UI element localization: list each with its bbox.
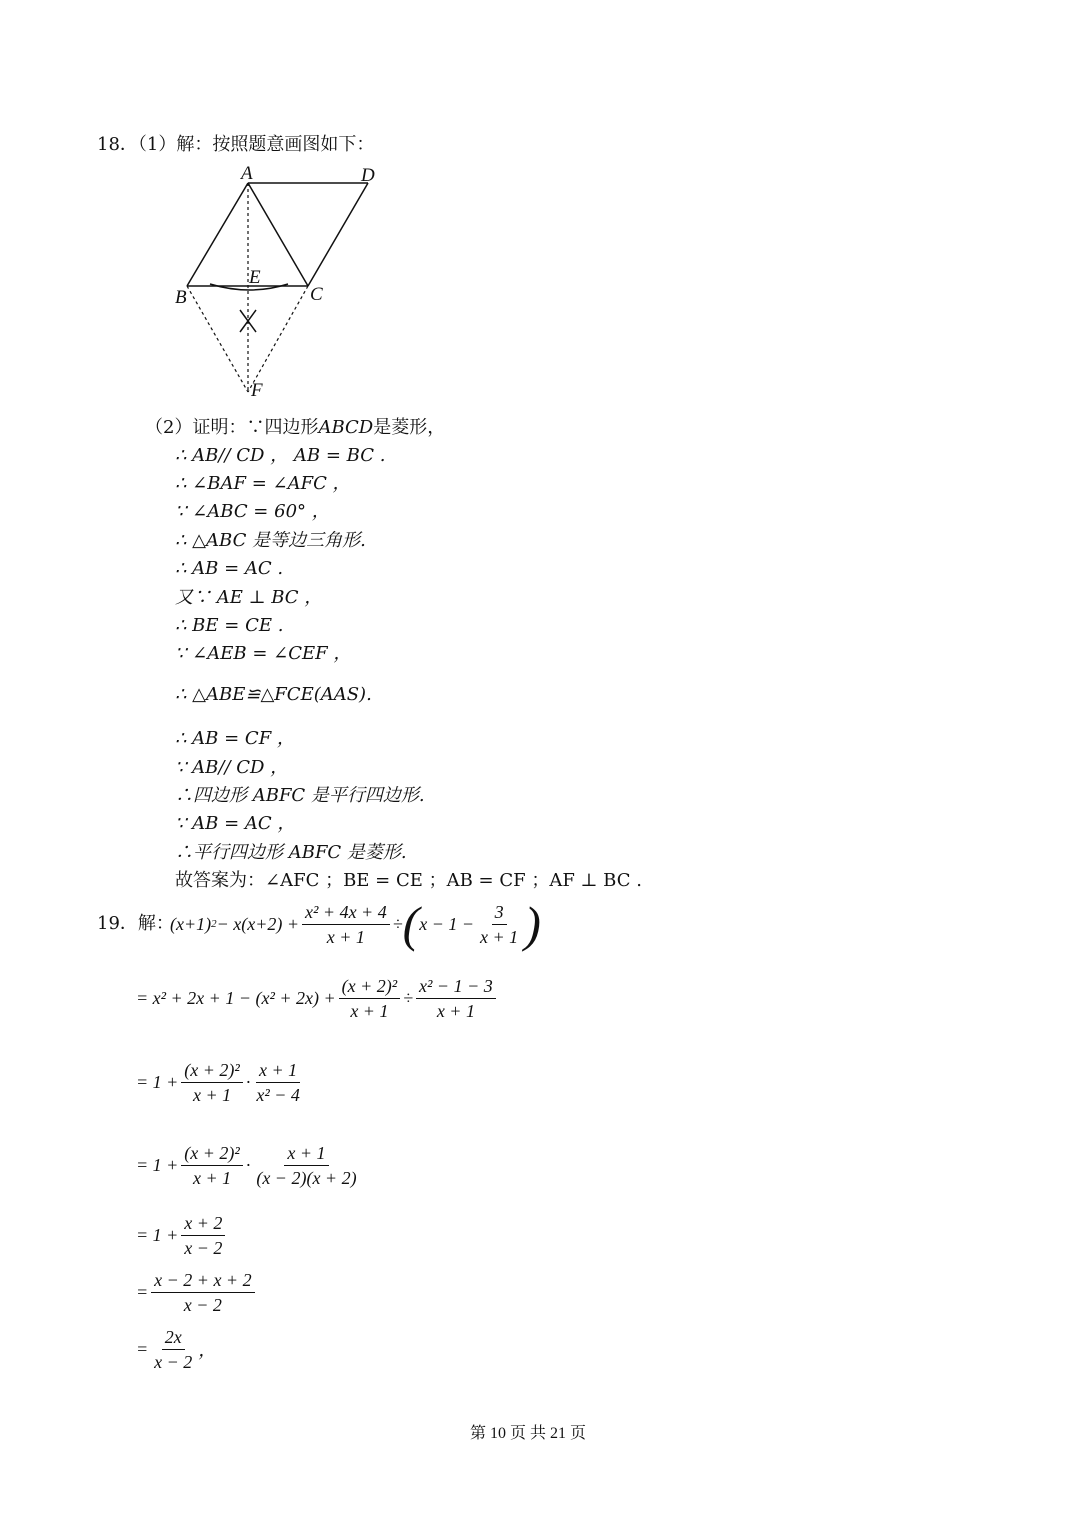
e7-part-a: = xyxy=(136,1338,149,1359)
e5-den: x − 2 xyxy=(184,1237,223,1258)
e5-part-a: = 1 + xyxy=(136,1224,179,1245)
e2-den: x + 1 xyxy=(350,1000,389,1021)
q19-expr-6 xyxy=(136,1266,258,1318)
q19-header: 19．解： xyxy=(97,913,174,934)
e6-den: x − 2 xyxy=(183,1294,222,1315)
e6-num: x − 2 + x + 2 xyxy=(151,1269,254,1293)
e2-part-a: = x² + 2x + 1 − (x² + 2x) + xyxy=(136,987,336,1008)
label-f: F xyxy=(251,380,263,401)
q18-part2-prefix: （2）证明：∵四边形 xyxy=(145,417,319,438)
e4-frac xyxy=(181,1142,243,1189)
q18-header: 18．（1）解：按照题意画图如下： xyxy=(97,134,375,155)
q18-part2-abcd: ABCD xyxy=(318,417,374,438)
label-e: E xyxy=(249,267,261,288)
e3-num-2: x + 1 xyxy=(256,1059,300,1083)
label-d: D xyxy=(361,165,375,186)
e2-num: (x + 2)² xyxy=(339,975,401,999)
e2-frac xyxy=(339,975,401,1022)
e3-part-a: = 1 + xyxy=(136,1071,179,1092)
e1-part-a: (x+1) xyxy=(170,913,212,934)
e7-num: 2x xyxy=(162,1326,185,1350)
proof-line-10: ∴ AB = CF ， xyxy=(175,728,295,749)
proof-line-4: ∴ △ABC 是等边三角形. xyxy=(175,530,366,551)
segment-ab xyxy=(187,183,248,286)
e3-den: x + 1 xyxy=(192,1084,232,1105)
proof-line-1: ∴ AB// CD ， AB = BC . xyxy=(175,445,386,466)
proof-line-14: ∴平行四边形 ABFC 是菱形. xyxy=(175,842,407,863)
proof-line-2: ∴ ∠BAF = ∠AFC ， xyxy=(175,473,351,494)
proof-line-3: ∵ ∠ABC = 60° ， xyxy=(175,501,330,522)
e4-num-2: x + 1 xyxy=(284,1142,328,1166)
label-b: B xyxy=(175,287,187,308)
label-c: C xyxy=(310,284,323,305)
q19-expr-1 xyxy=(170,898,541,950)
q18-part2-suffix: 是菱形， xyxy=(373,417,446,438)
e4-num: (x + 2)² xyxy=(181,1142,243,1166)
e1-den: x + 1 xyxy=(326,926,365,947)
e3-dot: · xyxy=(245,1071,251,1092)
e7-comma: ， xyxy=(198,1340,217,1360)
proof-line-9: ∴ △ABE≌△FCE(AAS). xyxy=(175,684,372,705)
e1-exp: 2 xyxy=(211,918,217,930)
e3-num: (x + 2)² xyxy=(181,1059,243,1083)
e4-frac-2 xyxy=(253,1142,359,1189)
q19-expr-2 xyxy=(136,972,499,1024)
e1-part-f: x − 1 − xyxy=(419,913,475,934)
e1-num-2: 3 xyxy=(492,901,507,925)
rhombus-diagram xyxy=(170,160,400,405)
e7-frac xyxy=(151,1326,195,1373)
proof-answer-line: 故答案为：∠AFC ；BE = CE ；AB = CF ；AF ⊥ BC . xyxy=(175,870,642,891)
proof-line-7: ∴ BE = CE . xyxy=(175,615,284,636)
e1-num: x² + 4x + 4 xyxy=(302,901,390,925)
segment-dc xyxy=(308,183,368,286)
e1-frac xyxy=(302,901,390,948)
e1-frac-2 xyxy=(477,901,521,948)
e4-part-a: = 1 + xyxy=(136,1154,179,1175)
e2-num-2: x² − 1 − 3 xyxy=(416,975,496,999)
q19-expr-5 xyxy=(136,1209,228,1261)
e5-frac xyxy=(181,1212,225,1259)
e4-den-2: (x − 2)(x + 2) xyxy=(256,1167,357,1188)
q19-expr-4 xyxy=(136,1139,363,1191)
proof-line-11: ∵ AB// CD ， xyxy=(175,757,289,778)
proof-line-6: 又∵ AE ⊥ BC ， xyxy=(175,587,323,608)
proof-line-12: ∴四边形 ABFC 是平行四边形. xyxy=(175,785,425,806)
e1-den-2: x + 1 xyxy=(480,926,519,947)
e5-num: x + 2 xyxy=(181,1212,225,1236)
e1-part-c: − x(x+2) + xyxy=(216,913,300,934)
label-a: A xyxy=(241,163,253,184)
e1-div: ÷ xyxy=(392,913,403,934)
e2-den-2: x + 1 xyxy=(436,1000,475,1021)
e6-frac xyxy=(151,1269,254,1316)
e4-den: x + 1 xyxy=(192,1167,232,1188)
proof-line-13: ∵ AB = AC ， xyxy=(175,813,296,834)
e6-part-a: = xyxy=(136,1281,149,1302)
e1-lparen: ( xyxy=(402,896,420,952)
q19-expr-7 xyxy=(136,1323,216,1375)
page-footer: 第 10 页 共 21 页 xyxy=(470,1425,587,1442)
segment-cf xyxy=(248,286,308,392)
q18-part2-header xyxy=(145,417,445,439)
e4-dot: · xyxy=(245,1154,251,1175)
e2-frac-2 xyxy=(416,975,496,1022)
e3-frac-2 xyxy=(253,1059,303,1106)
segment-bf xyxy=(187,286,248,392)
e3-den-2: x² − 4 xyxy=(256,1084,300,1105)
q19-expr-3 xyxy=(136,1056,306,1108)
e2-div: ÷ xyxy=(403,987,414,1008)
e1-rparen: ) xyxy=(524,896,541,952)
e7-den: x − 2 xyxy=(154,1351,193,1372)
proof-line-5: ∴ AB = AC . xyxy=(175,558,284,579)
e3-frac xyxy=(181,1059,243,1106)
proof-line-8: ∵ ∠AEB = ∠CEF ， xyxy=(175,643,352,664)
